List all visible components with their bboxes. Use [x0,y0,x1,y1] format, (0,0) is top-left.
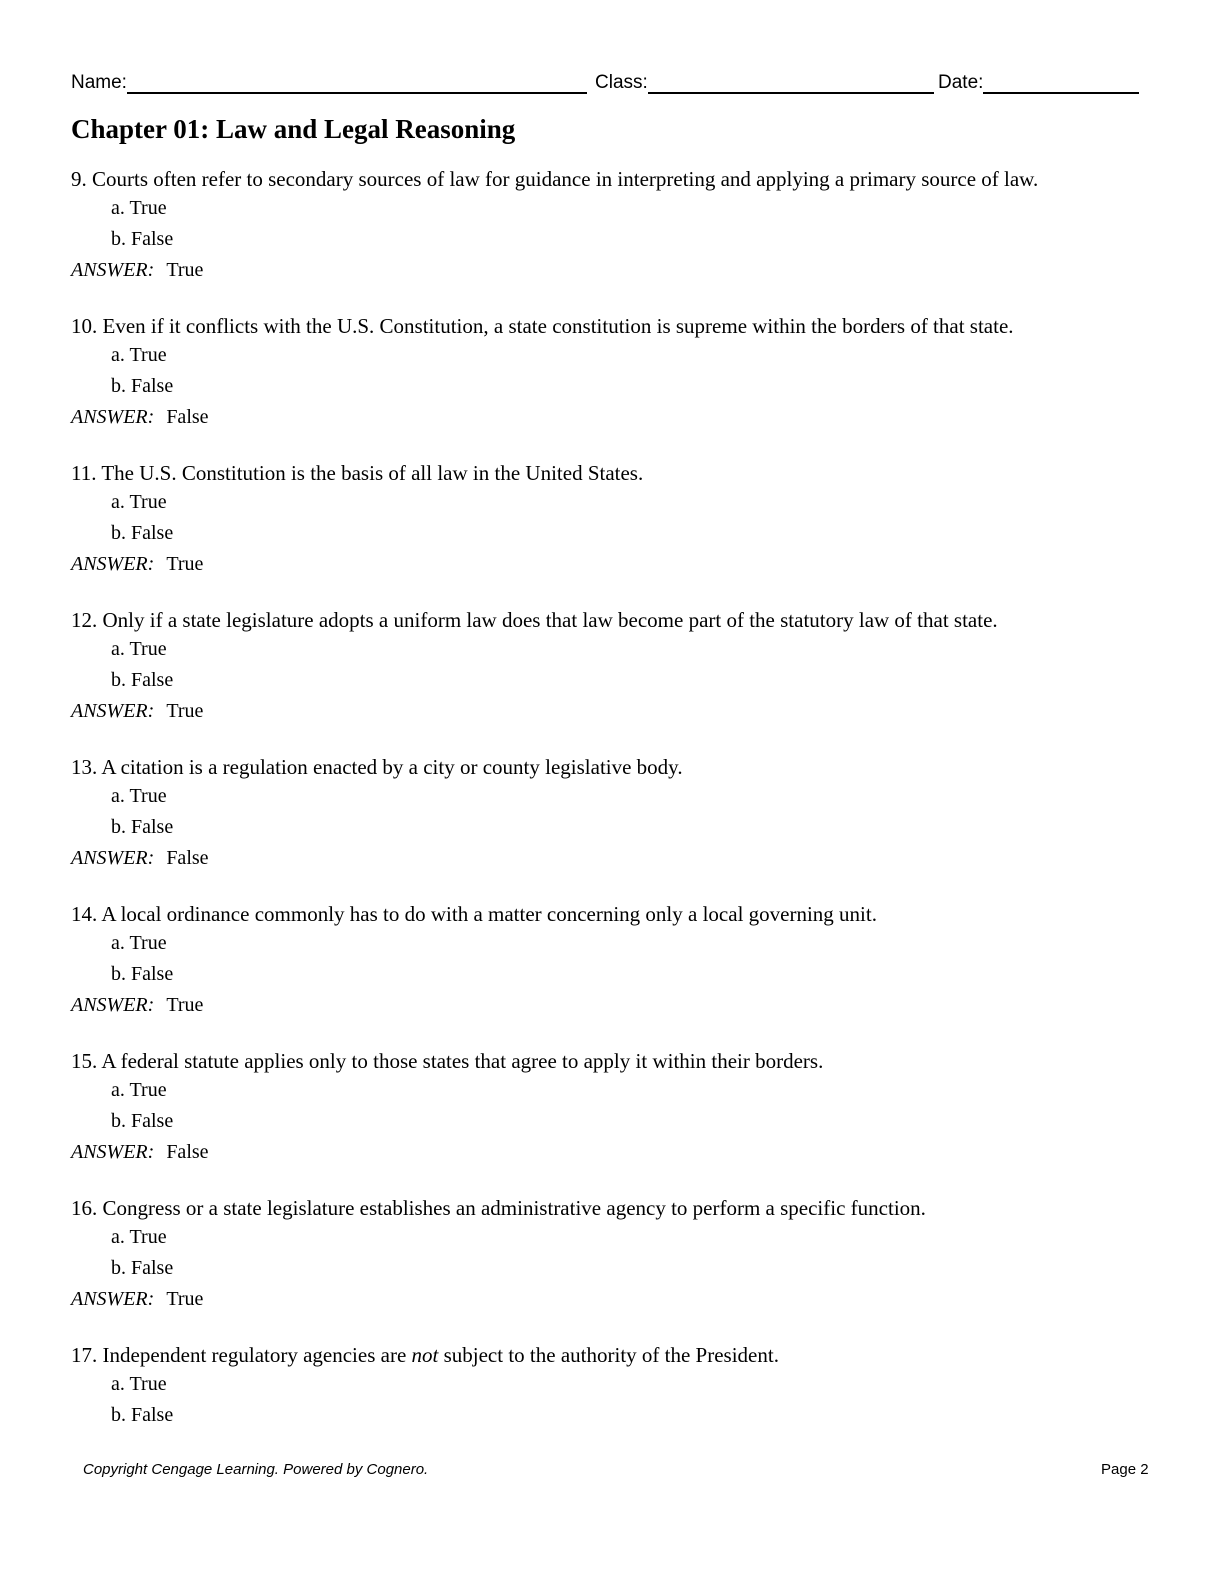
question-text: 14. A local ordinance commonly has to do with a matter concerning only a local governing unit. [71,902,877,926]
answer-value: True [166,700,204,722]
option-a: a. True [111,491,167,513]
option-b: b. False [111,963,174,985]
class-label: Class: [595,72,648,93]
date-field[interactable] [938,70,1139,94]
answer-label: ANSWER: [71,847,155,869]
option-a: a. True [111,197,167,219]
option-a: a. True [111,785,167,807]
question-list [71,165,1151,1457]
option-a: a. True [111,932,167,954]
option-a: a. True [111,1373,167,1395]
answer-value: True [166,994,204,1016]
answer-line [71,990,1151,1021]
emphasis-text: not [411,1343,439,1367]
answer-label: ANSWER: [71,553,155,575]
question-text: 15. A federal statute applies only to those states that agree to apply it within their borders. [71,1049,824,1073]
answer-label: ANSWER: [71,406,155,428]
name-field[interactable] [71,70,587,94]
date-label: Date: [938,72,984,93]
option-b: b. False [111,375,174,397]
student-info-header [71,70,1143,98]
answer-line [71,255,1151,286]
answer-value: True [166,1288,204,1310]
answer-value: True [166,553,204,575]
answer-line [71,549,1151,580]
option-b: b. False [111,522,174,544]
copyright-footer: Copyright Cengage Learning. Powered by Cognero. [83,1461,429,1478]
answer-value: False [166,406,209,428]
date-blank-line[interactable] [983,70,1139,94]
answer-line [71,843,1151,874]
question-17 [71,1341,1151,1431]
question-10 [71,312,1151,433]
answer-line [71,1137,1151,1168]
answer-line [71,696,1151,727]
option-a: a. True [111,1226,167,1248]
answer-label: ANSWER: [71,259,155,281]
name-label: Name: [71,72,127,93]
answer-label: ANSWER: [71,1141,155,1163]
question-9 [71,165,1151,286]
option-a: a. True [111,638,167,660]
answer-label: ANSWER: [71,1288,155,1310]
question-text: 9. Courts often refer to secondary sources of law for guidance in interpreting and applying a primary source of law. [71,167,1039,191]
name-blank-line[interactable] [127,70,587,94]
option-b: b. False [111,669,174,691]
answer-line [71,1284,1151,1315]
option-b: b. False [111,1110,174,1132]
question-12 [71,606,1151,727]
page-number: Page 2 [1101,1461,1149,1478]
class-blank-line[interactable] [648,70,934,94]
option-a: a. True [111,344,167,366]
option-b: b. False [111,1257,174,1279]
question-15 [71,1047,1151,1168]
question-text: 11. The U.S. Constitution is the basis of all law in the United States. [71,461,644,485]
option-b: b. False [111,1404,174,1426]
question-text: 17. Independent regulatory agencies are not subject to the authority of the President. [71,1343,779,1367]
question-text: 13. A citation is a regulation enacted by a city or county legislative body. [71,755,683,779]
question-text: 10. Even if it conflicts with the U.S. Constitution, a state constitution is supreme within the borders of that state. [71,314,1014,338]
option-b: b. False [111,228,174,250]
class-field[interactable] [595,70,934,94]
question-14 [71,900,1151,1021]
answer-value: True [166,259,204,281]
question-16 [71,1194,1151,1315]
answer-label: ANSWER: [71,700,155,722]
answer-label: ANSWER: [71,994,155,1016]
chapter-title: Chapter 01: Law and Legal Reasoning [71,114,516,144]
question-text: 12. Only if a state legislature adopts a uniform law does that law become part of the statutory law of that state. [71,608,998,632]
question-text: 16. Congress or a state legislature establishes an administrative agency to perform a specific function. [71,1196,926,1220]
option-a: a. True [111,1079,167,1101]
answer-value: False [166,1141,209,1163]
answer-line [71,402,1151,433]
question-13 [71,753,1151,874]
answer-value: False [166,847,209,869]
question-11 [71,459,1151,580]
option-b: b. False [111,816,174,838]
